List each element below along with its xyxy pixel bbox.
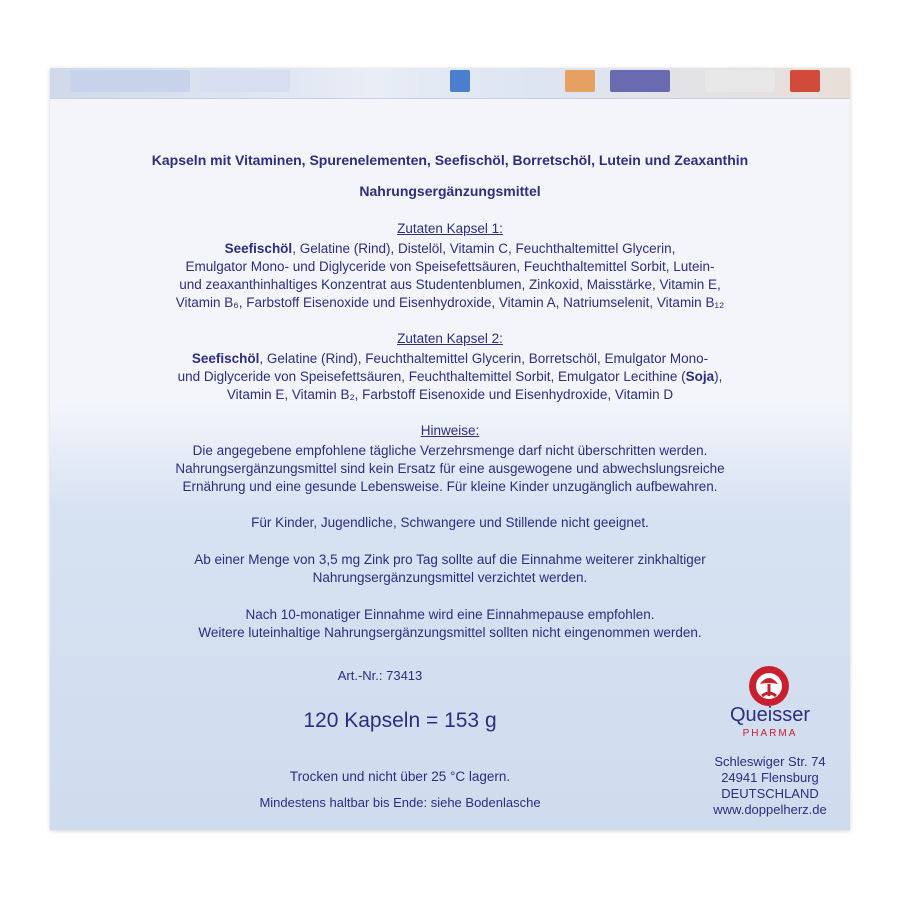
- kapsel2-line3: Vitamin E, Vitamin B₂, Farbstoff Eisenoxide und Eisenhydroxide, Vitamin D: [226, 387, 674, 402]
- kapsel2-line2: und Diglyceride von Speisefettsäuren, Feuchthaltemittel Sorbit, Emulgator Lecithine (Soja),: [177, 369, 723, 384]
- hinweise-zinc-line2: Nahrungsergänzungsmittel verzichtet werden.: [312, 570, 588, 585]
- kapsel2-line1: Seefischöl, Gelatine (Rind), Feuchthaltemittel Glycerin, Borretschöl, Emulgator Mono-: [191, 351, 709, 366]
- product-category: Nahrungsergänzungsmittel: [359, 183, 541, 199]
- hinweise-line3: Ernährung und eine gesunde Lebensweise. Für kleine Kinder unzugänglich aufbewahren.: [182, 479, 718, 494]
- hinweise-pause-line1: Nach 10-monatiger Einnahme wird eine Einnahmepause empfohlen.: [245, 607, 655, 622]
- product-description: Kapseln mit Vitaminen, Spurenelementen, Seefischöl, Borretschöl, Lutein und Zeaxanthin: [151, 152, 749, 168]
- company-city: 24941 Flensburg: [721, 770, 819, 785]
- package-quantity: 120 Kapseln = 153 g: [303, 709, 497, 732]
- kapsel2-title: Zutaten Kapsel 2:: [397, 331, 503, 346]
- package-back-panel: [50, 68, 850, 830]
- company-country: DEUTSCHLAND: [721, 786, 819, 801]
- company-subtitle: PHARMA: [742, 728, 798, 739]
- hinweise-line2: Nahrungsergänzungsmittel sind kein Ersatz für eine ausgewogene und abwechslungsreiche: [175, 461, 725, 476]
- company-name: Queisser: [729, 704, 811, 726]
- company-street: Schleswiger Str. 74: [714, 754, 826, 769]
- kapsel1-title: Zutaten Kapsel 1:: [397, 221, 503, 236]
- hinweise-line1: Die angegebene empfohlene tägliche Verzehrsmenge darf nicht überschritten werden.: [192, 443, 708, 458]
- kapsel1-line2: Emulgator Mono- und Diglyceride von Speisefettsäuren, Feuchthaltemittel Sorbit, Lutein-: [185, 259, 715, 274]
- storage-note: Trocken und nicht über 25 °C lagern.: [289, 769, 511, 784]
- hinweise-not-suitable: Für Kinder, Jugendliche, Schwangere und Stillende nicht geeignet.: [251, 515, 649, 530]
- hinweise-title: Hinweise:: [420, 423, 480, 438]
- hinweise-zinc-line1: Ab einer Menge von 3,5 mg Zink pro Tag sollte auf die Einnahme weiterer zinkhaltiger: [194, 552, 706, 567]
- article-number: Art.-Nr.: 73413: [337, 668, 423, 683]
- best-before-note: Mindestens haltbar bis Ende: siehe Bodenlasche: [259, 795, 541, 810]
- kapsel1-line1: Seefischöl, Gelatine (Rind), Distelöl, Vitamin C, Feuchthaltemittel Glycerin,: [224, 241, 676, 256]
- hinweise-pause-line2: Weitere luteinhaltige Nahrungsergänzungsmittel sollten nicht eingenommen werden.: [198, 625, 702, 640]
- package-top-flap: [50, 68, 850, 99]
- kapsel1-line3: und zeaxanthinhaltiges Konzentrat aus Studentenblumen, Zinkoxid, Maisstärke, Vitamin E,: [179, 277, 721, 292]
- company-website[interactable]: www.doppelherz.de: [713, 802, 827, 817]
- kapsel1-line4: Vitamin B₆, Farbstoff Eisenoxide und Eisenhydroxide, Vitamin A, Natriumselenit, Vitamin B₁₂: [175, 295, 725, 310]
